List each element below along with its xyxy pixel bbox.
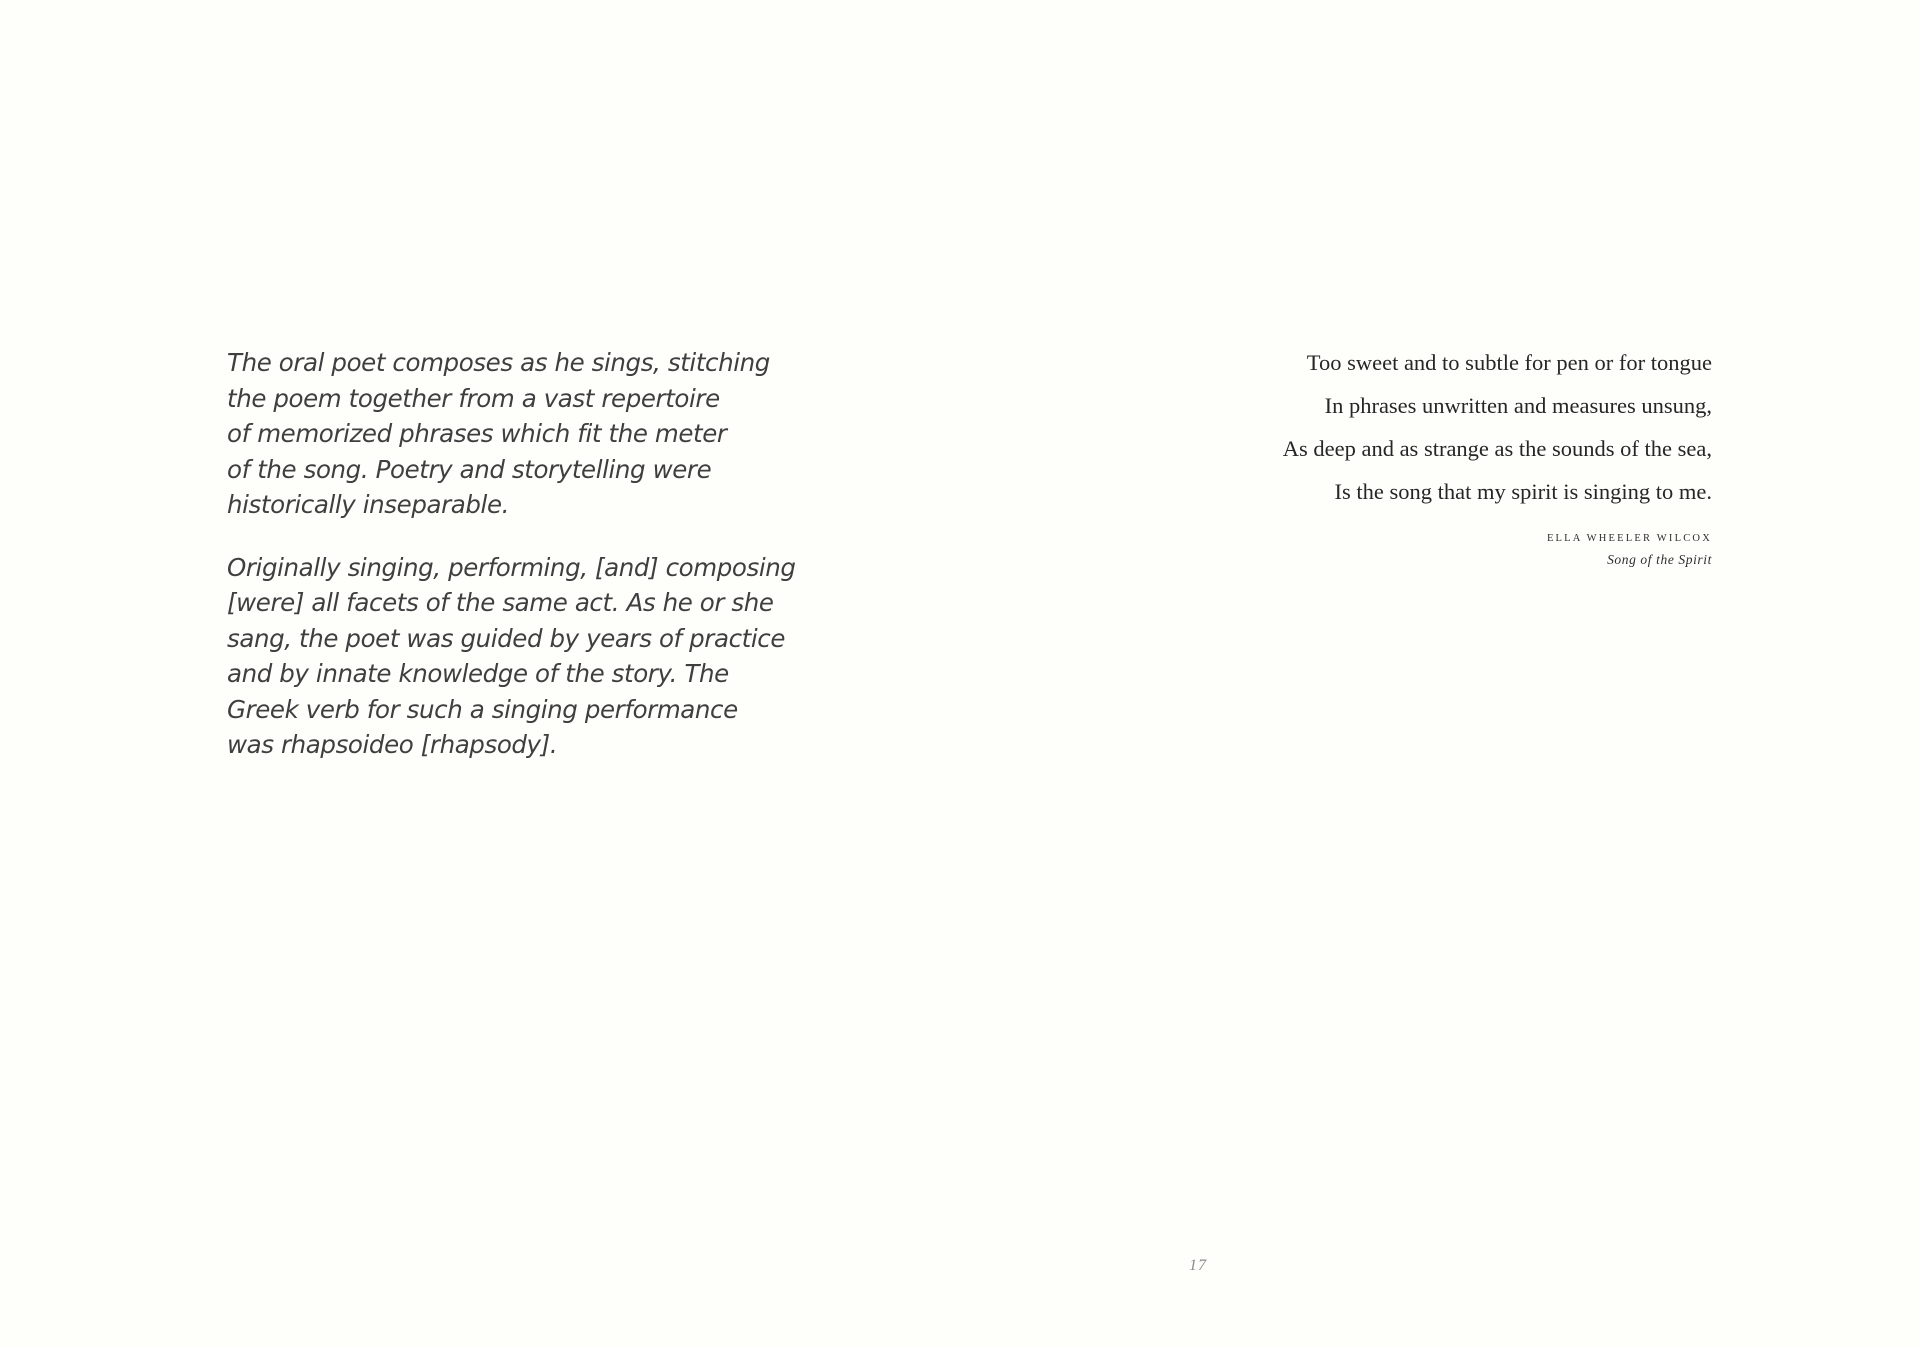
prose-column (227, 345, 796, 790)
page-number: 17 (1189, 1257, 1207, 1274)
prose-line: sang, the poet was guided by years of practice (227, 623, 786, 653)
prose-line: the poem together from a vast repertoire (227, 383, 720, 413)
prose-line: [were] all facets of the same act. As he or she (227, 588, 774, 617)
poem-line: Is the song that my spirit is singing to me. (1334, 479, 1712, 504)
prose-line: of the song. Poetry and storytelling were (227, 454, 712, 484)
prose-line: The oral poet composes as he sings, stitching (227, 348, 770, 377)
quote-attribution (1547, 532, 1712, 574)
attribution-work-title: Song of the Spirit (1607, 552, 1712, 567)
prose-line: historically inseparable. (227, 490, 510, 519)
poem-line: In phrases unwritten and measures unsung, (1324, 393, 1712, 418)
poem-quote (1012, 345, 1712, 517)
prose-line: Greek verb for such a singing performance (227, 694, 738, 724)
poem-line: Too sweet and to subtle for pen or for tongue (1306, 350, 1712, 375)
prose-line: was rhapsoideo [rhapsody]. (227, 730, 558, 759)
prose-line: of memorized phrases which fit the meter (227, 419, 727, 448)
prose-paragraph-1 (227, 345, 787, 523)
attribution-author: ELLA WHEELER WILCOX (1546, 533, 1712, 544)
prose-line: and by innate knowledge of the story. The (227, 659, 729, 688)
prose-paragraph-2 (227, 550, 796, 763)
poem-line: As deep and as strange as the sounds of the sea, (1282, 436, 1712, 461)
prose-line: Originally singing, performing, [and] composing (227, 552, 796, 582)
